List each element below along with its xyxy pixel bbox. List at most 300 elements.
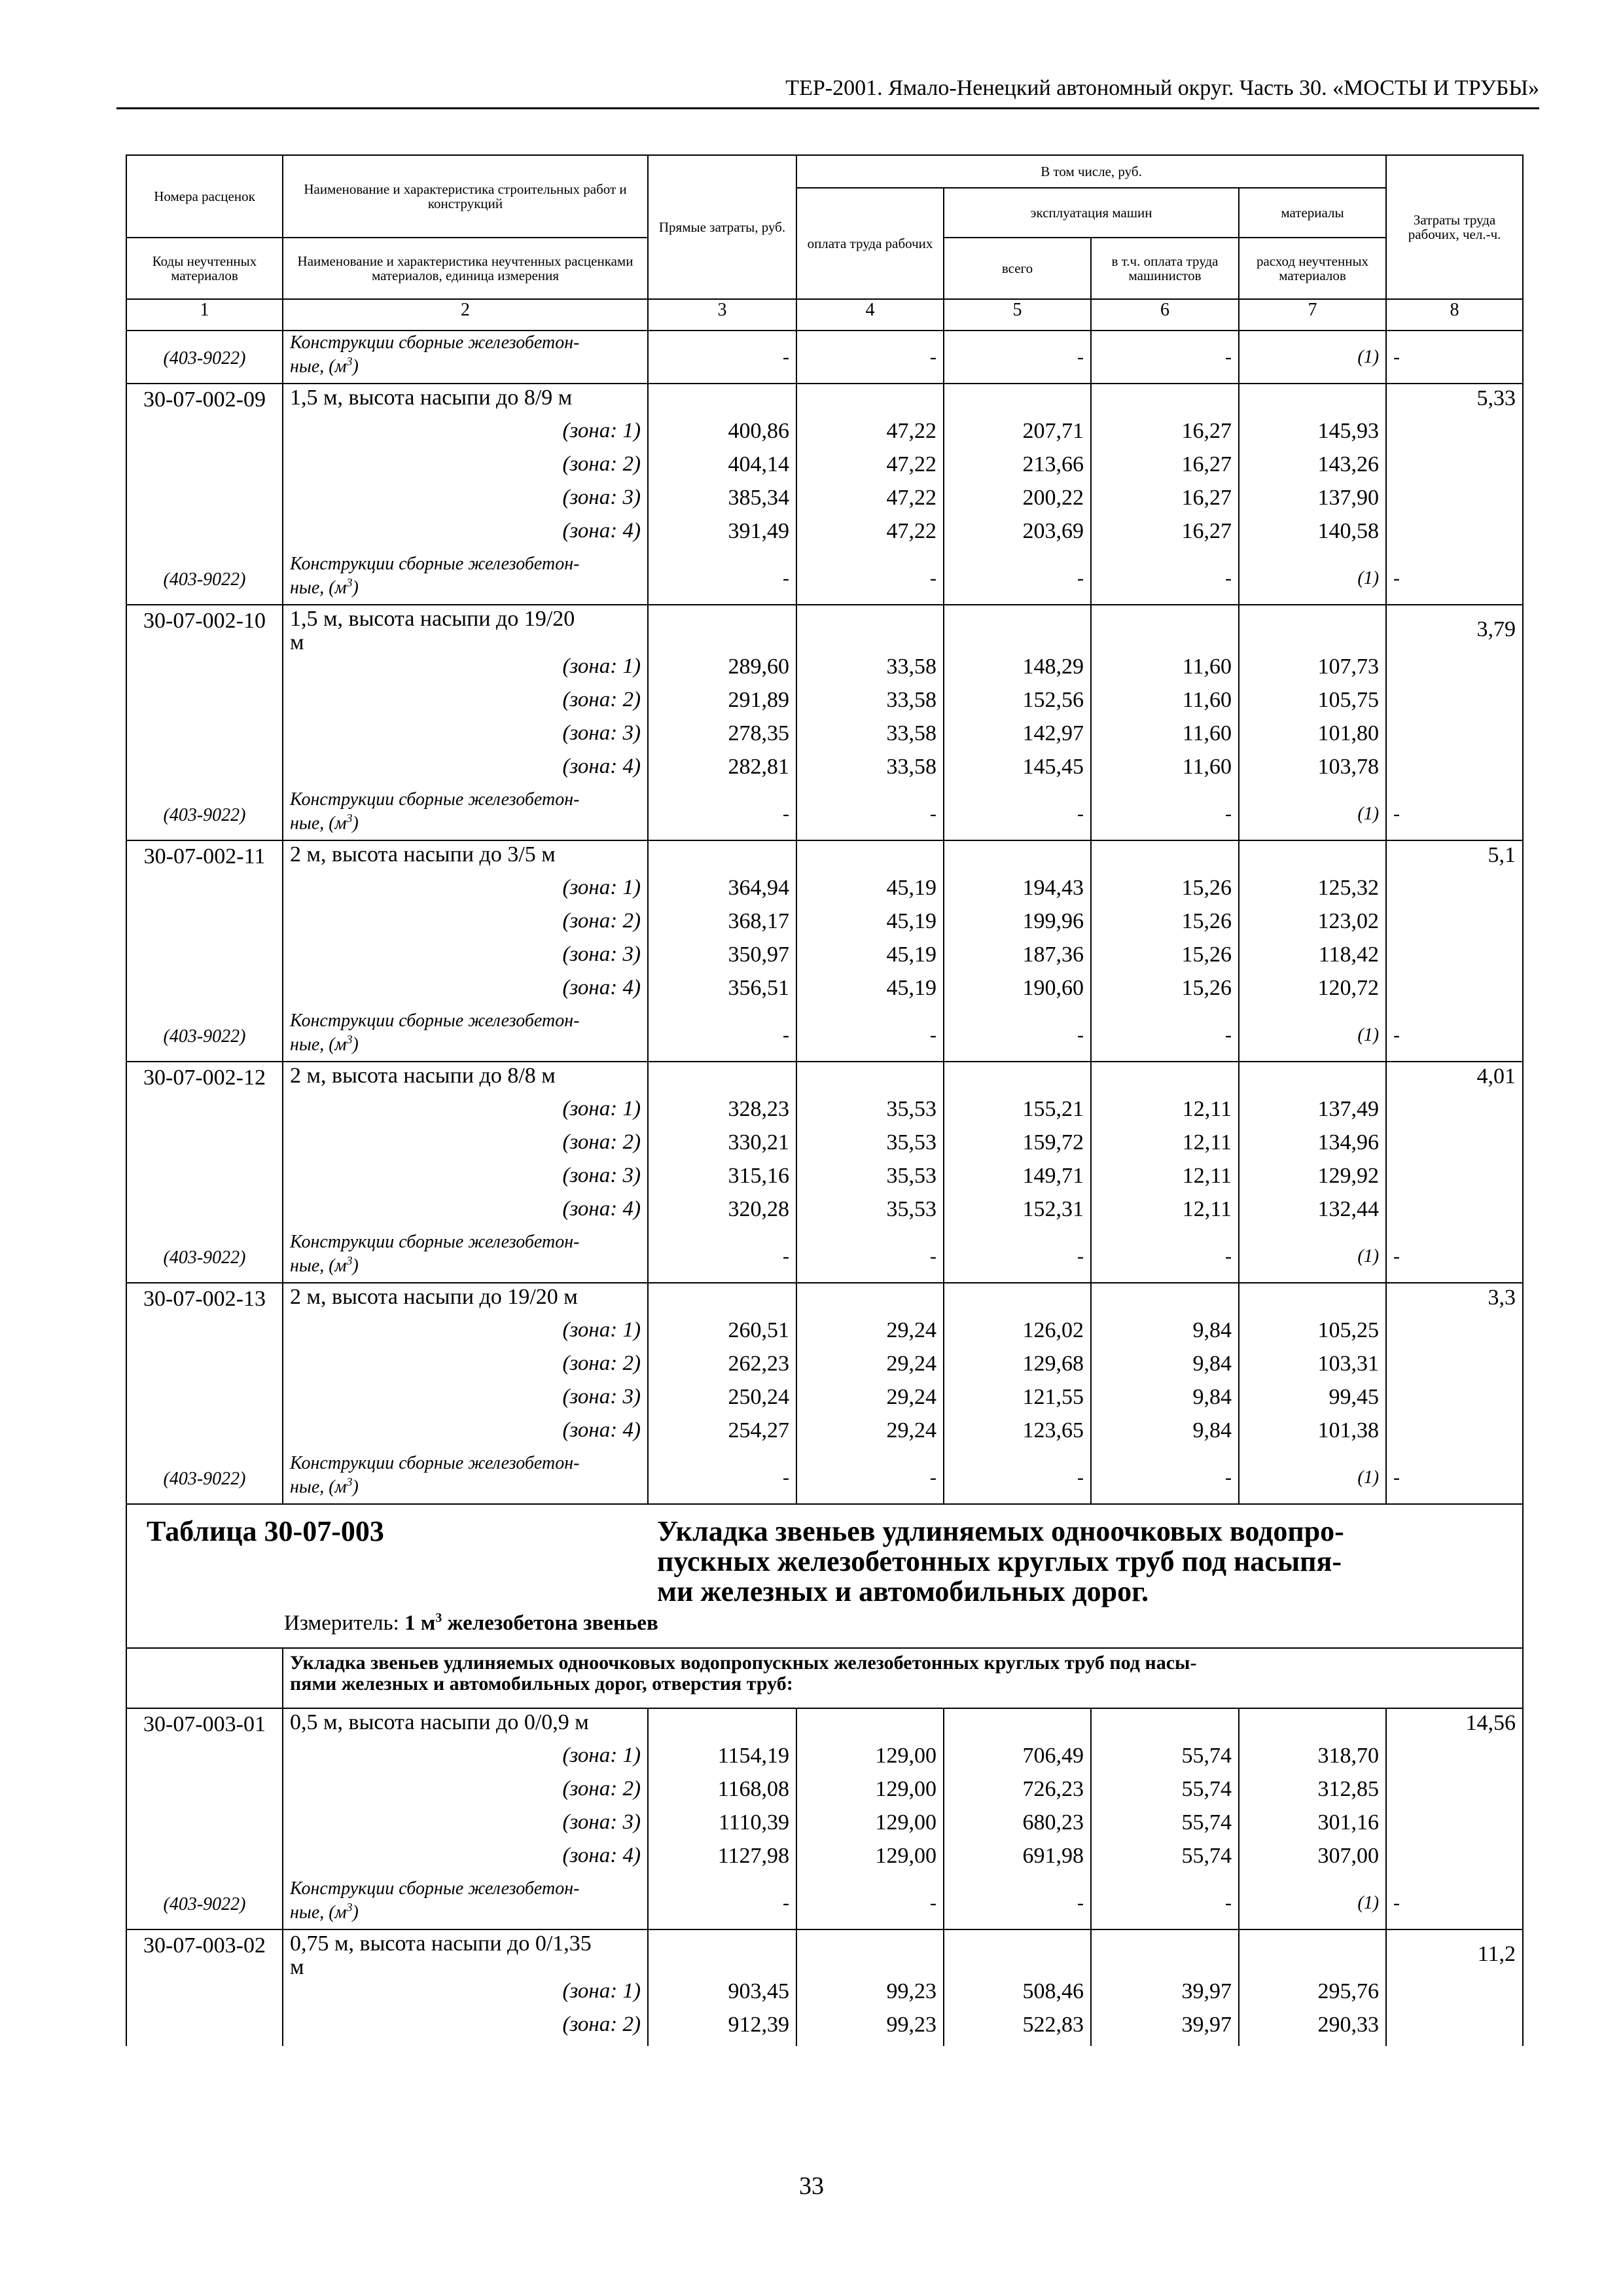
labor-pay: 47,22 bbox=[796, 452, 944, 486]
material-dash: - bbox=[648, 788, 796, 840]
material-name-line: Конструкции сборные железобетон- bbox=[290, 554, 580, 574]
subtitle-line: пями железных и автомобильных дорог, отверстия труб: bbox=[290, 1673, 793, 1695]
material-name-line bbox=[290, 1030, 641, 1054]
col-labor-costs: Затраты труда рабочих, чел.-ч. bbox=[1386, 155, 1523, 299]
zone-label: (зона: 2) bbox=[283, 688, 648, 721]
col-materials-consumption: расход неучтенных материалов bbox=[1239, 238, 1386, 299]
col-codes: Коды неучтенных материалов bbox=[126, 238, 283, 299]
labor-pay: 45,19 bbox=[796, 976, 944, 1009]
empty-cell bbox=[944, 1929, 1091, 1979]
materials-cost: 105,25 bbox=[1239, 1318, 1386, 1352]
direct-costs: 400,86 bbox=[648, 419, 796, 452]
materials-cost: 103,31 bbox=[1239, 1352, 1386, 1385]
machinists-pay: 9,84 bbox=[1091, 1352, 1239, 1385]
rate-title-line: 1,5 м, высота насыпи до 19/20 bbox=[290, 607, 575, 631]
machines-total: 145,45 bbox=[944, 755, 1091, 788]
zone-label: (зона: 3) bbox=[283, 1164, 648, 1197]
labor-costs: 3,79 bbox=[1386, 605, 1523, 655]
empty-cell bbox=[1386, 486, 1523, 519]
empty-cell bbox=[1386, 519, 1523, 552]
materials-cost: 132,44 bbox=[1239, 1197, 1386, 1230]
rate-row bbox=[126, 1929, 1523, 1979]
machinists-pay: 12,11 bbox=[1091, 1097, 1239, 1130]
empty-cell bbox=[1091, 1283, 1239, 1318]
material-name bbox=[283, 1009, 648, 1062]
machines-total: 680,23 bbox=[944, 1810, 1091, 1844]
material-row bbox=[126, 1452, 1523, 1504]
col-num: 1 bbox=[126, 299, 283, 331]
direct-costs: 1127,98 bbox=[648, 1844, 796, 1877]
col-num: 4 bbox=[796, 299, 944, 331]
material-unit-close: ) bbox=[352, 577, 359, 598]
empty-cell bbox=[796, 1283, 944, 1318]
material-qty: (1) bbox=[1239, 788, 1386, 840]
labor-pay: 47,22 bbox=[796, 419, 944, 452]
labor-pay: 45,19 bbox=[796, 942, 944, 976]
empty-cell bbox=[796, 1929, 944, 1979]
zone-label: (зона: 1) bbox=[283, 419, 648, 452]
labor-pay: 33,58 bbox=[796, 755, 944, 788]
machinists-pay: 16,27 bbox=[1091, 452, 1239, 486]
machines-total: 142,97 bbox=[944, 721, 1091, 755]
rate-code: 30-07-003-02 bbox=[126, 1929, 283, 1979]
machinists-pay: 16,27 bbox=[1091, 419, 1239, 452]
empty-cell bbox=[126, 976, 283, 1009]
labor-costs: 3,3 bbox=[1386, 1283, 1523, 1318]
col-rate-numbers: Номера расценок bbox=[126, 155, 283, 238]
empty-cell bbox=[1239, 840, 1386, 876]
machinists-pay: 9,84 bbox=[1091, 1418, 1239, 1452]
empty-cell bbox=[126, 1130, 283, 1164]
material-dash: - bbox=[944, 1877, 1091, 1929]
zone-row bbox=[126, 1130, 1523, 1164]
machines-total: 213,66 bbox=[944, 452, 1091, 486]
materials-cost: 295,76 bbox=[1239, 1979, 1386, 2013]
material-dash: - bbox=[1091, 1009, 1239, 1062]
materials-cost: 101,80 bbox=[1239, 721, 1386, 755]
machines-total: 152,31 bbox=[944, 1197, 1091, 1230]
empty-cell bbox=[126, 1318, 283, 1352]
material-dash: - bbox=[1091, 1877, 1239, 1929]
labor-pay: 35,53 bbox=[796, 1130, 944, 1164]
materials-cost: 101,38 bbox=[1239, 1418, 1386, 1452]
machines-total: 706,49 bbox=[944, 1744, 1091, 1777]
materials-cost: 125,32 bbox=[1239, 876, 1386, 909]
rate-row bbox=[126, 1708, 1523, 1744]
zone-label: (зона: 4) bbox=[283, 1197, 648, 1230]
column-numbers-row bbox=[126, 299, 1523, 331]
direct-costs: 278,35 bbox=[648, 721, 796, 755]
material-dash: - bbox=[1091, 1452, 1239, 1504]
empty-cell bbox=[1239, 1929, 1386, 1979]
empty-cell bbox=[1386, 655, 1523, 688]
direct-costs: 289,60 bbox=[648, 655, 796, 688]
table-label: Таблица 30-07-003 bbox=[147, 1515, 384, 1547]
empty-cell bbox=[1386, 688, 1523, 721]
material-dash: - bbox=[796, 1009, 944, 1062]
col-materials: материалы bbox=[1239, 188, 1386, 238]
material-row bbox=[126, 1877, 1523, 1929]
direct-costs: 262,23 bbox=[648, 1352, 796, 1385]
col-num: 5 bbox=[944, 299, 1091, 331]
zone-row bbox=[126, 942, 1523, 976]
material-unit-close: ) bbox=[352, 813, 359, 834]
empty-cell bbox=[648, 605, 796, 655]
machinists-pay: 16,27 bbox=[1091, 519, 1239, 552]
material-unit-text: ные, (м bbox=[290, 1902, 347, 1923]
material-unit-sup: 3 bbox=[346, 355, 353, 368]
material-dash: - bbox=[648, 1230, 796, 1283]
material-dash: - bbox=[1386, 552, 1523, 605]
material-unit-close: ) bbox=[352, 1255, 359, 1276]
machinists-pay: 15,26 bbox=[1091, 976, 1239, 1009]
labor-pay: 129,00 bbox=[796, 1777, 944, 1810]
meter-line bbox=[284, 1611, 1503, 1636]
empty-cell bbox=[1386, 1197, 1523, 1230]
empty-cell bbox=[1386, 1844, 1523, 1877]
price-table bbox=[126, 154, 1524, 2046]
empty-cell bbox=[1386, 755, 1523, 788]
material-qty: (1) bbox=[1239, 1009, 1386, 1062]
labor-pay: 129,00 bbox=[796, 1810, 944, 1844]
machinists-pay: 39,97 bbox=[1091, 1979, 1239, 2013]
direct-costs: 368,17 bbox=[648, 909, 796, 942]
zone-row bbox=[126, 721, 1523, 755]
col-machines-total: всего bbox=[944, 238, 1091, 299]
machinists-pay: 11,60 bbox=[1091, 655, 1239, 688]
empty-cell bbox=[648, 1283, 796, 1318]
material-unit-close: ) bbox=[352, 1034, 359, 1055]
col-num: 8 bbox=[1386, 299, 1523, 331]
empty-cell bbox=[648, 1929, 796, 1979]
machinists-pay: 55,74 bbox=[1091, 1810, 1239, 1844]
machines-total: 126,02 bbox=[944, 1318, 1091, 1352]
material-name bbox=[283, 1452, 648, 1504]
empty-cell bbox=[1386, 942, 1523, 976]
rate-row bbox=[126, 840, 1523, 876]
rate-row bbox=[126, 1062, 1523, 1097]
material-name-line bbox=[290, 1251, 641, 1275]
materials-cost: 318,70 bbox=[1239, 1744, 1386, 1777]
empty-cell bbox=[1386, 876, 1523, 909]
zone-label: (зона: 2) bbox=[283, 1777, 648, 1810]
machines-total: 123,65 bbox=[944, 1418, 1091, 1452]
machinists-pay: 15,26 bbox=[1091, 942, 1239, 976]
empty-cell bbox=[944, 605, 1091, 655]
material-name bbox=[283, 1877, 648, 1929]
rate-title: 1,5 м, высота насыпи до 8/9 м bbox=[283, 384, 648, 419]
materials-cost: 99,45 bbox=[1239, 1385, 1386, 1418]
rates-table-002 bbox=[126, 331, 1523, 1504]
zone-row bbox=[126, 655, 1523, 688]
direct-costs: 320,28 bbox=[648, 1197, 796, 1230]
rate-code: 30-07-002-13 bbox=[126, 1283, 283, 1318]
labor-costs: 5,33 bbox=[1386, 384, 1523, 419]
machinists-pay: 15,26 bbox=[1091, 876, 1239, 909]
empty-cell bbox=[1386, 1318, 1523, 1352]
zone-label: (зона: 3) bbox=[283, 942, 648, 976]
material-dash: - bbox=[1386, 1452, 1523, 1504]
rate-title-line: м bbox=[290, 1955, 304, 1979]
labor-pay: 35,53 bbox=[796, 1164, 944, 1197]
direct-costs: 282,81 bbox=[648, 755, 796, 788]
labor-costs: 11,2 bbox=[1386, 1929, 1523, 1979]
materials-cost: 140,58 bbox=[1239, 519, 1386, 552]
machinists-pay: 12,11 bbox=[1091, 1164, 1239, 1197]
table-003-header bbox=[126, 1504, 1523, 1708]
labor-pay: 35,53 bbox=[796, 1097, 944, 1130]
running-header: ТЕР-2001. Ямало-Ненецкий автономный округ. Часть 30. «МОСТЫ И ТРУБЫ» bbox=[116, 73, 1539, 109]
material-dash: - bbox=[1091, 552, 1239, 605]
zone-label: (зона: 1) bbox=[283, 1318, 648, 1352]
empty-cell bbox=[126, 1352, 283, 1385]
material-dash: - bbox=[1386, 1009, 1523, 1062]
zone-label: (зона: 1) bbox=[283, 1979, 648, 2013]
machines-total: 121,55 bbox=[944, 1385, 1091, 1418]
material-code: (403-9022) bbox=[126, 1230, 283, 1283]
empty-cell bbox=[1386, 1744, 1523, 1777]
material-dash: - bbox=[796, 552, 944, 605]
meter-sup: 3 bbox=[435, 1611, 442, 1625]
zone-label: (зона: 2) bbox=[283, 1352, 648, 1385]
direct-costs: 391,49 bbox=[648, 519, 796, 552]
direct-costs: 1154,19 bbox=[648, 1744, 796, 1777]
empty-cell bbox=[796, 1708, 944, 1744]
direct-costs: 291,89 bbox=[648, 688, 796, 721]
labor-pay: 45,19 bbox=[796, 909, 944, 942]
labor-pay: 33,58 bbox=[796, 688, 944, 721]
empty-cell bbox=[126, 1777, 283, 1810]
empty-cell bbox=[1386, 721, 1523, 755]
machinists-pay: 9,84 bbox=[1091, 1318, 1239, 1352]
direct-costs: 330,21 bbox=[648, 1130, 796, 1164]
labor-pay: 129,00 bbox=[796, 1844, 944, 1877]
zone-row bbox=[126, 1418, 1523, 1452]
empty-cell bbox=[1091, 1929, 1239, 1979]
empty-cell bbox=[944, 1283, 1091, 1318]
materials-cost: 290,33 bbox=[1239, 2013, 1386, 2046]
meter-prefix: Измеритель: bbox=[284, 1611, 405, 1635]
material-name-line bbox=[290, 1473, 641, 1496]
material-qty: (1) bbox=[1239, 1877, 1386, 1929]
empty-cell bbox=[126, 688, 283, 721]
materials-cost: 129,92 bbox=[1239, 1164, 1386, 1197]
table-title-line: Укладка звеньев удлиняемых одноочковых водопро- bbox=[657, 1515, 1344, 1547]
materials-cost: 143,26 bbox=[1239, 452, 1386, 486]
empty-cell bbox=[1386, 1097, 1523, 1130]
machinists-pay: 11,60 bbox=[1091, 688, 1239, 721]
zone-row bbox=[126, 519, 1523, 552]
material-name bbox=[283, 1230, 648, 1283]
meter-suffix: железобетона звеньев bbox=[442, 1611, 658, 1635]
material-qty: (1) bbox=[1239, 1452, 1386, 1504]
zone-label: (зона: 4) bbox=[283, 1418, 648, 1452]
direct-costs: 260,51 bbox=[648, 1318, 796, 1352]
materials-cost: 118,42 bbox=[1239, 942, 1386, 976]
empty-cell bbox=[126, 1097, 283, 1130]
machines-total: 726,23 bbox=[944, 1777, 1091, 1810]
material-row bbox=[126, 788, 1523, 840]
machines-total: 149,71 bbox=[944, 1164, 1091, 1197]
material-dash: - bbox=[944, 1230, 1091, 1283]
empty-cell bbox=[126, 1164, 283, 1197]
zone-row bbox=[126, 486, 1523, 519]
material-name-line: Конструкции сборные железобетон- bbox=[290, 1453, 580, 1473]
empty-cell bbox=[1386, 976, 1523, 1009]
empty-cell bbox=[796, 605, 944, 655]
machines-total: 187,36 bbox=[944, 942, 1091, 976]
material-dash: - bbox=[1386, 788, 1523, 840]
machines-total: 203,69 bbox=[944, 519, 1091, 552]
material-row bbox=[126, 1230, 1523, 1283]
rate-title: 0,5 м, высота насыпи до 0/0,9 м bbox=[283, 1708, 648, 1744]
rate-title: 2 м, высота насыпи до 19/20 м bbox=[283, 1283, 648, 1318]
empty-cell bbox=[1239, 605, 1386, 655]
labor-pay: 29,24 bbox=[796, 1385, 944, 1418]
zone-row bbox=[126, 1385, 1523, 1418]
material-name bbox=[283, 552, 648, 605]
zone-label: (зона: 3) bbox=[283, 1385, 648, 1418]
empty-cell bbox=[944, 1062, 1091, 1097]
empty-cell bbox=[1386, 1979, 1523, 2013]
materials-cost: 145,93 bbox=[1239, 419, 1386, 452]
zone-row bbox=[126, 419, 1523, 452]
material-unit-text: ные, (м bbox=[290, 577, 347, 598]
material-dash: - bbox=[796, 1452, 944, 1504]
machinists-pay: 11,60 bbox=[1091, 721, 1239, 755]
empty-cell bbox=[1386, 1352, 1523, 1385]
zone-label: (зона: 1) bbox=[283, 655, 648, 688]
material-name-line: Конструкции сборные железобетон- bbox=[290, 789, 580, 810]
material-name bbox=[283, 788, 648, 840]
machinists-pay: 12,11 bbox=[1091, 1197, 1239, 1230]
material-dash: - bbox=[1091, 331, 1239, 384]
machinists-pay: 12,11 bbox=[1091, 1130, 1239, 1164]
material-dash: - bbox=[648, 1009, 796, 1062]
rate-title: 2 м, высота насыпи до 3/5 м bbox=[283, 840, 648, 876]
zone-label: (зона: 2) bbox=[283, 1130, 648, 1164]
machines-total: 522,83 bbox=[944, 2013, 1091, 2046]
empty-cell bbox=[944, 384, 1091, 419]
empty-cell bbox=[126, 1385, 283, 1418]
empty-cell bbox=[126, 486, 283, 519]
material-dash: - bbox=[1386, 331, 1523, 384]
machines-total: 200,22 bbox=[944, 486, 1091, 519]
labor-pay: 29,24 bbox=[796, 1318, 944, 1352]
empty-cell bbox=[1386, 2013, 1523, 2046]
empty-cell bbox=[126, 942, 283, 976]
empty-cell bbox=[1239, 1708, 1386, 1744]
zone-row bbox=[126, 1097, 1523, 1130]
empty-cell bbox=[1386, 1810, 1523, 1844]
material-dash: - bbox=[1091, 788, 1239, 840]
col-num: 7 bbox=[1239, 299, 1386, 331]
empty-cell bbox=[126, 1979, 283, 2013]
direct-costs: 385,34 bbox=[648, 486, 796, 519]
labor-pay: 129,00 bbox=[796, 1744, 944, 1777]
page-number: 33 bbox=[799, 2172, 824, 2200]
material-unit-sup: 3 bbox=[346, 1033, 353, 1046]
zone-label: (зона: 3) bbox=[283, 721, 648, 755]
empty-cell bbox=[126, 909, 283, 942]
machinists-pay: 11,60 bbox=[1091, 755, 1239, 788]
material-unit-sup: 3 bbox=[346, 1254, 353, 1267]
zone-row bbox=[126, 688, 1523, 721]
col-num: 2 bbox=[283, 299, 648, 331]
material-unit-text: ные, (м bbox=[290, 1477, 347, 1498]
zone-row bbox=[126, 1777, 1523, 1810]
machines-total: 194,43 bbox=[944, 876, 1091, 909]
empty-cell bbox=[1386, 452, 1523, 486]
empty-cell bbox=[944, 1708, 1091, 1744]
empty-cell bbox=[648, 840, 796, 876]
empty-cell bbox=[126, 876, 283, 909]
col-including: В том числе, руб. bbox=[796, 155, 1386, 188]
material-code: (403-9022) bbox=[126, 788, 283, 840]
empty-cell bbox=[1386, 909, 1523, 942]
empty-cell bbox=[648, 1062, 796, 1097]
zone-row bbox=[126, 1197, 1523, 1230]
material-unit-sup: 3 bbox=[346, 812, 353, 825]
zone-row bbox=[126, 755, 1523, 788]
materials-cost: 301,16 bbox=[1239, 1810, 1386, 1844]
zone-row bbox=[126, 1979, 1523, 2013]
empty-cell bbox=[648, 384, 796, 419]
rate-row bbox=[126, 605, 1523, 655]
rate-title-line: м bbox=[290, 630, 304, 655]
table-header bbox=[126, 155, 1523, 331]
empty-cell bbox=[126, 721, 283, 755]
material-dash: - bbox=[648, 1452, 796, 1504]
material-row bbox=[126, 331, 1523, 384]
empty-cell bbox=[648, 1708, 796, 1744]
col-direct-costs: Прямые затраты, руб. bbox=[648, 155, 796, 299]
materials-cost: 105,75 bbox=[1239, 688, 1386, 721]
empty-cell bbox=[126, 755, 283, 788]
zone-row bbox=[126, 2013, 1523, 2046]
zone-label: (зона: 1) bbox=[283, 876, 648, 909]
labor-costs: 4,01 bbox=[1386, 1062, 1523, 1097]
col-machines: эксплуатация машин bbox=[944, 188, 1239, 238]
rate-code: 30-07-002-11 bbox=[126, 840, 283, 876]
direct-costs: 1168,08 bbox=[648, 1777, 796, 1810]
direct-costs: 1110,39 bbox=[648, 1810, 796, 1844]
machines-total: 148,29 bbox=[944, 655, 1091, 688]
empty-cell bbox=[1091, 1708, 1239, 1744]
rate-row bbox=[126, 1283, 1523, 1318]
material-dash: - bbox=[648, 552, 796, 605]
material-code: (403-9022) bbox=[126, 1452, 283, 1504]
material-unit-text: ные, (м bbox=[290, 1034, 347, 1055]
materials-cost: 312,85 bbox=[1239, 1777, 1386, 1810]
material-dash: - bbox=[796, 1230, 944, 1283]
machinists-pay: 39,97 bbox=[1091, 2013, 1239, 2046]
direct-costs: 315,16 bbox=[648, 1164, 796, 1197]
materials-cost: 137,49 bbox=[1239, 1097, 1386, 1130]
zone-row bbox=[126, 976, 1523, 1009]
material-name-line bbox=[290, 1898, 641, 1922]
materials-cost: 137,90 bbox=[1239, 486, 1386, 519]
material-dash: - bbox=[1386, 1230, 1523, 1283]
material-qty: (1) bbox=[1239, 1230, 1386, 1283]
zone-label: (зона: 2) bbox=[283, 2013, 648, 2046]
empty-cell bbox=[126, 655, 283, 688]
zone-label: (зона: 3) bbox=[283, 1810, 648, 1844]
col-num: 3 bbox=[648, 299, 796, 331]
empty-cell bbox=[796, 384, 944, 419]
material-name-line bbox=[290, 573, 641, 597]
labor-pay: 33,58 bbox=[796, 655, 944, 688]
